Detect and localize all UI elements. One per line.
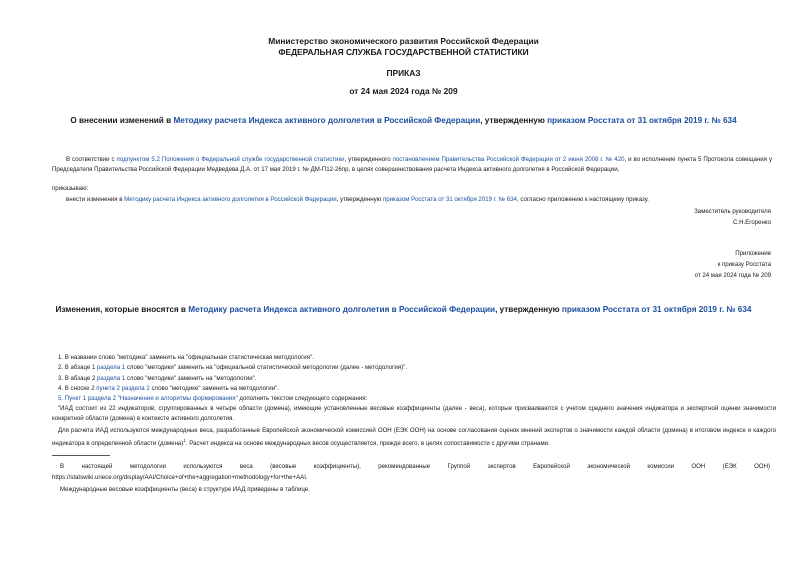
inserted-text: "ИАД состоит из 22 индикаторов, сгруппированных в четыре области (домена), имеющие установленные весовые коэффициенты (далее - веса), которые присваиваются с учетом среднего значения индикатора и экспертной оценки значимости конкретной области (домена) в контексте активного долголетия. bbox=[52, 405, 776, 422]
footnote-divider bbox=[52, 455, 110, 456]
section-1-link[interactable]: раздела 1 bbox=[97, 364, 126, 372]
section-2-point-2-link[interactable]: пункта 2 раздела 2 bbox=[96, 384, 150, 392]
document-title: О внесении изменений в Методику расчета Индекса активного долголетия в Российской Федерации, утвержденную приказом Росстата от 31 октября 2019 г. № 634 bbox=[70, 116, 737, 125]
list-item: 4. В сноске 2 пункта 2 раздела 2 слово "методике" заменить на методологии". bbox=[58, 384, 279, 392]
methodology-link[interactable]: Методику расчета Индекса активного долголетия в Российской Федерации bbox=[124, 196, 337, 203]
section-1-link[interactable]: раздела 1 bbox=[97, 374, 126, 382]
appendix-to-order: к приказу Росстата bbox=[717, 261, 771, 268]
methodology-link[interactable]: Методику расчета Индекса активного долголетия в Российской Федерации bbox=[188, 305, 496, 314]
changes-title: Изменения, которые вносятся в Методику расчета Индекса активного долголетия в Российской Федерации, утвержденную приказом Росстата от 31 октября 2019 г. № 634 bbox=[55, 305, 752, 314]
regulation-link[interactable]: подпунктом 5.2 Положения о Федеральной службе государственной статистики bbox=[116, 156, 345, 163]
list-item: 5. Пункт 1 раздела 2 "Назначение и алгоритмы формирования" дополнить текстом следующего содержания: bbox=[58, 395, 368, 403]
order-634-link[interactable]: приказом Росстата от 31 октября 2019 г. № 634 bbox=[561, 305, 752, 314]
order-date: от 24 мая 2024 года № 209 bbox=[349, 86, 458, 96]
footnote-note: Международные весовые коэффициенты (веса) в структуре ИАД приведены в таблице. bbox=[60, 486, 310, 493]
order-634-link[interactable]: приказом Росстата от 31 октября 2019 г. № 634 bbox=[547, 116, 737, 125]
changes-list bbox=[58, 353, 778, 404]
list-item: 3. В абзаце 2 раздела 1 слово "методики" заменить на "методологии". bbox=[58, 374, 257, 382]
order-label: ПРИКАЗ bbox=[386, 68, 421, 78]
signer-position: Заместитель руководителя bbox=[694, 208, 771, 215]
service-name: ФЕДЕРАЛЬНАЯ СЛУЖБА ГОСУДАРСТВЕННОЙ СТАТИСТИКИ bbox=[278, 47, 529, 57]
weights-paragraph: Для расчета ИАД используются международные веса, разработанные Европейской экономической комиссией ООН (ЕЭК ООН) на основе согласования оценок мнений экспертов о значимости каждой области (домена) в итоговом индексе и каждого индикатора в определенной области (домена)$^1$. Расчет индекса на основе международных весов осуществляется, прежде всего, в целях сопоставимости с другими странами. bbox=[52, 427, 776, 447]
appendix-label: Приложение bbox=[735, 250, 771, 257]
footnote-text: В настоящей методологии используются веса (весовые коэффициенты), рекомендованные Группой экспертов Европейской экономической комиссии ООН (ЕЭК ООН) bbox=[60, 463, 770, 470]
ministry-name: Министерство экономического развития Российской Федерации bbox=[268, 36, 539, 46]
list-item: 1. В названии слово "методика" заменить на "официальная статистическая методология". bbox=[58, 354, 314, 361]
footnote-url: https://statswiki.unece.org/display/AAI/Choice+of+the+aggregation+methodology+for+the+AAI. bbox=[52, 474, 308, 481]
decision-paragraph: внести изменения в Методику расчета Индекса активного долголетия в Российской Федерации, утвержденную приказом Росстата от 31 октября 2019 г. № 634, согласно приложению к настоящему приказу. bbox=[66, 196, 649, 203]
section-2-point-1-link[interactable]: 5. Пункт 1 раздела 2 "Назначение и алгоритмы формирования" bbox=[58, 395, 238, 403]
appendix-date: от 24 мая 2024 года № 209 bbox=[694, 272, 771, 279]
footnote-mark: 1 bbox=[183, 437, 186, 443]
preamble-paragraph: В соответствии с подпунктом 5.2 Положения о Федеральной службе государственной статистики, утвержденного постановлением Правительства Российской Федерации от 2 июня 2008 г. № 420, и во исполнение пункта 5 Протокола совещания у Председателя Правительства Российской Федерации Медведева Д.А. от 17 мая 2019 г. № ДМ-П12-26пр, в целях совершенствования расчета Индекса активного долголетия в Российской Федерации, bbox=[52, 156, 772, 173]
list-item: 2. В абзаце 1 раздела 1 слово "методики" заменить на "официальной статистической методологии (далее - методология)". bbox=[58, 364, 407, 372]
methodology-link[interactable]: Методику расчета Индекса активного долголетия в Российской Федерации bbox=[173, 116, 481, 125]
signer-name: С.Н.Егоренко bbox=[733, 219, 771, 226]
order-634-link[interactable]: приказом Росстата от 31 октября 2019 г. № 634 bbox=[382, 196, 517, 203]
government-decree-link[interactable]: постановлением Правительства Российской Федерации от 2 июня 2008 г. № 420 bbox=[392, 156, 625, 163]
orders-word: приказываю: bbox=[52, 185, 89, 192]
